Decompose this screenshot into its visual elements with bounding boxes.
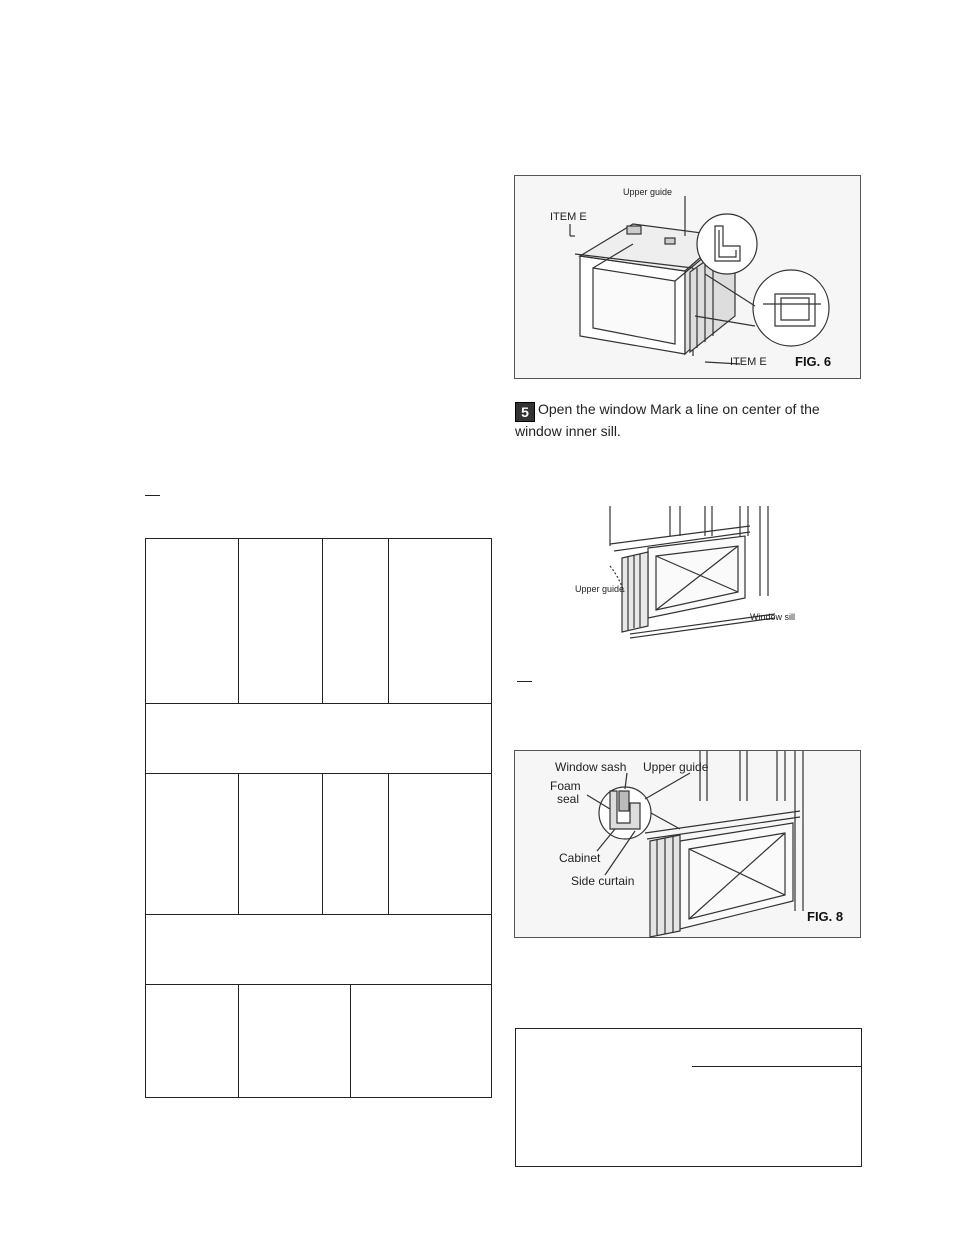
step-5-line-1: Open the window Mark a line on center of the bbox=[538, 401, 820, 417]
table-col-divider bbox=[322, 773, 323, 914]
fig7-label-upper-guide: Upper guide bbox=[575, 584, 625, 594]
fig6-label-upper-guide: Upper guide bbox=[623, 187, 673, 197]
fig6-caption: FIG. 6 bbox=[795, 354, 832, 369]
fig8-label-cabinet: Cabinet bbox=[559, 851, 601, 865]
table-row-divider bbox=[145, 914, 492, 915]
figure-8 bbox=[514, 750, 861, 938]
table-col-divider bbox=[388, 773, 389, 914]
table-row-divider bbox=[145, 703, 492, 704]
left-table bbox=[145, 538, 492, 1098]
fig8-label-side-curtain: Side curtain bbox=[571, 874, 635, 888]
table-col-divider bbox=[238, 538, 239, 703]
fig8-label-window-sash: Window sash bbox=[555, 760, 627, 774]
note-box-underline bbox=[692, 1066, 862, 1067]
step-5-line-2: window inner sill. bbox=[515, 423, 621, 439]
fig7-label-window-sill: Window sill bbox=[750, 612, 796, 622]
right-margin-mark bbox=[517, 681, 532, 682]
step-5-number: 5 bbox=[515, 402, 535, 422]
table-row-divider bbox=[145, 773, 492, 774]
note-box bbox=[515, 1028, 862, 1167]
fig8-label-seal: seal bbox=[557, 792, 580, 806]
fig8-label-upper-guide: Upper guide bbox=[643, 760, 709, 774]
table-col-divider bbox=[350, 984, 351, 1098]
step-5-instruction bbox=[515, 400, 860, 440]
figure-7 bbox=[570, 506, 810, 642]
table-outer-border bbox=[145, 538, 492, 1098]
table-col-divider bbox=[238, 773, 239, 914]
table-col-divider bbox=[322, 538, 323, 703]
fig8-label-foam: Foam bbox=[550, 779, 581, 793]
fig6-illustration bbox=[515, 176, 862, 380]
table-col-divider bbox=[238, 984, 239, 1098]
left-margin-mark bbox=[145, 495, 160, 496]
fig6-label-item-e-top: ITEM E bbox=[550, 211, 587, 223]
fig6-label-item-e-bottom: ITEM E bbox=[730, 356, 767, 368]
table-col-divider bbox=[388, 538, 389, 703]
table-row-divider bbox=[145, 984, 492, 985]
fig8-caption: FIG. 8 bbox=[807, 909, 844, 924]
figure-6 bbox=[514, 175, 861, 379]
